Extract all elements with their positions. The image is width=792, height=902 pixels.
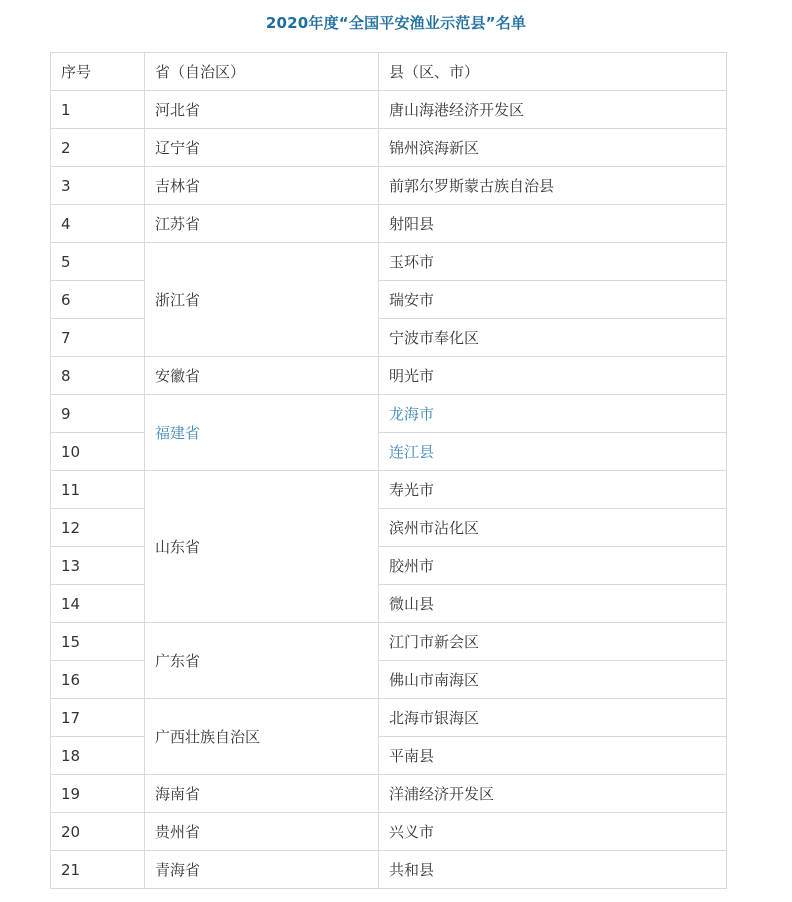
row-number: 14 (51, 585, 145, 623)
row-number: 21 (51, 851, 145, 889)
row-number: 11 (51, 471, 145, 509)
row-county: 锦州滨海新区 (379, 129, 727, 167)
row-county: 共和县 (379, 851, 727, 889)
row-province: 青海省 (145, 851, 379, 889)
row-county: 滨州市沾化区 (379, 509, 727, 547)
table-row (51, 167, 727, 205)
row-number: 15 (51, 623, 145, 661)
table-row (51, 395, 727, 433)
row-county: 前郭尔罗斯蒙古族自治县 (379, 167, 727, 205)
row-county: 兴义市 (379, 813, 727, 851)
row-number: 17 (51, 699, 145, 737)
row-county: 佛山市南海区 (379, 661, 727, 699)
row-province: 广东省 (145, 623, 379, 699)
table-row (51, 129, 727, 167)
table-row (51, 851, 727, 889)
row-number: 10 (51, 433, 145, 471)
row-number: 5 (51, 243, 145, 281)
row-number: 6 (51, 281, 145, 319)
table-row (51, 623, 727, 661)
row-county: 胶州市 (379, 547, 727, 585)
row-county: 北海市银海区 (379, 699, 727, 737)
row-number: 1 (51, 91, 145, 129)
row-number: 19 (51, 775, 145, 813)
row-number: 20 (51, 813, 145, 851)
header-county: 县（区、市） (379, 53, 727, 91)
row-province: 河北省 (145, 91, 379, 129)
row-number: 3 (51, 167, 145, 205)
row-province: 山东省 (145, 471, 379, 623)
row-county: 微山县 (379, 585, 727, 623)
table-row (51, 813, 727, 851)
row-county: 玉环市 (379, 243, 727, 281)
row-county: 宁波市奉化区 (379, 319, 727, 357)
row-number: 4 (51, 205, 145, 243)
row-province: 吉林省 (145, 167, 379, 205)
row-province: 福建省 (145, 395, 379, 471)
demo-county-table (50, 52, 727, 889)
row-province: 海南省 (145, 775, 379, 813)
header-number: 序号 (51, 53, 145, 91)
table-row (51, 243, 727, 281)
row-province: 贵州省 (145, 813, 379, 851)
row-number: 2 (51, 129, 145, 167)
row-province: 安徽省 (145, 357, 379, 395)
row-province: 浙江省 (145, 243, 379, 357)
row-county: 洋浦经济开发区 (379, 775, 727, 813)
row-number: 18 (51, 737, 145, 775)
row-county: 龙海市 (379, 395, 727, 433)
page-title: 2020年度“全国平安渔业示范县”名单 (265, 14, 527, 32)
row-number: 13 (51, 547, 145, 585)
table-row (51, 91, 727, 129)
row-province: 江苏省 (145, 205, 379, 243)
row-county: 连江县 (379, 433, 727, 471)
row-county: 唐山海港经济开发区 (379, 91, 727, 129)
row-number: 9 (51, 395, 145, 433)
row-number: 12 (51, 509, 145, 547)
row-number: 16 (51, 661, 145, 699)
row-county: 寿光市 (379, 471, 727, 509)
header-province: 省（自治区） (145, 53, 379, 91)
table-row (51, 205, 727, 243)
row-province: 辽宁省 (145, 129, 379, 167)
table-row (51, 699, 727, 737)
row-county: 平南县 (379, 737, 727, 775)
row-county: 射阳县 (379, 205, 727, 243)
row-province: 广西壮族自治区 (145, 699, 379, 775)
row-number: 7 (51, 319, 145, 357)
row-county: 明光市 (379, 357, 727, 395)
row-county: 江门市新会区 (379, 623, 727, 661)
table-row (51, 357, 727, 395)
table-header-row (51, 53, 727, 91)
row-county: 瑞安市 (379, 281, 727, 319)
row-number: 8 (51, 357, 145, 395)
table-row (51, 775, 727, 813)
table-row (51, 471, 727, 509)
